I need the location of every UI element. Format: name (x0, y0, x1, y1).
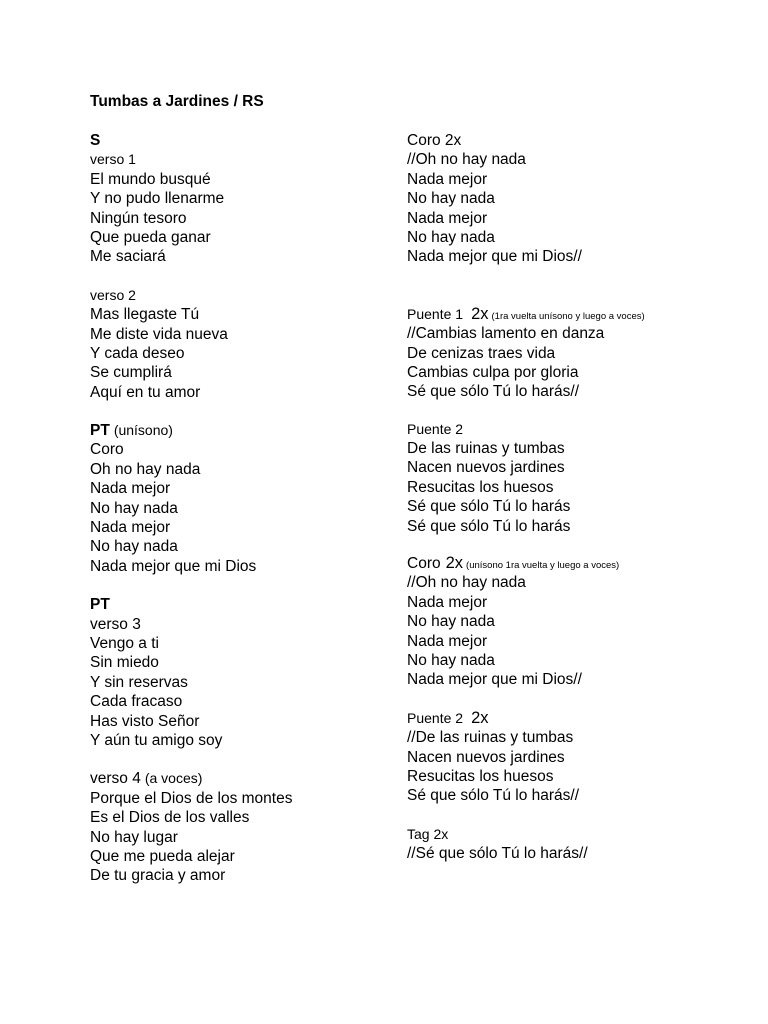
coro-label: Coro (407, 555, 441, 573)
lyric-line: Cambias culpa por gloria (407, 363, 579, 381)
lyric-line: Y aún tu amigo soy (90, 731, 223, 749)
lyric-line: No hay nada (90, 538, 178, 556)
left-column (90, 131, 420, 886)
section-header-coro: Coro 2x (407, 132, 462, 149)
verse-label: verso 1 (90, 151, 136, 168)
lyric-line: De cenizas traes vida (407, 344, 556, 362)
lyric-line: Resucitas los huesos (407, 478, 554, 496)
lyric-line: No hay nada (90, 499, 178, 517)
lyric-line: Es el Dios de los valles (90, 809, 250, 827)
lyric-line: Ningún tesoro (90, 209, 187, 227)
verse-label: verso 4 (90, 770, 141, 788)
repeat-count: 2x (445, 554, 464, 573)
section-header-pt: PT (90, 596, 110, 614)
lyric-line: //Oh no hay nada (407, 574, 526, 592)
lyric-line: Nada mejor (407, 632, 488, 650)
lyric-line: Coro (90, 441, 124, 459)
lyric-line: //De las ruinas y tumbas (407, 729, 574, 747)
lyric-line: No hay nada (407, 651, 495, 669)
section-coro-1 (407, 131, 737, 267)
lyric-line: Sé que sólo Tú lo harás (407, 498, 571, 516)
section-header-puente-2: Puente 2 (407, 420, 464, 437)
lyric-line: Que me pueda alejar (90, 847, 235, 865)
lyric-line: No hay nada (407, 228, 495, 246)
pt-label: PT (90, 422, 110, 440)
puente-label: Puente 2 (407, 709, 464, 726)
lyric-line: El mundo busqué (90, 170, 211, 188)
lyric-line: Que pueda ganar (90, 228, 211, 246)
section-tag (407, 825, 737, 864)
section-note: (a voces) (144, 770, 203, 787)
verse-label: verso 2 (90, 286, 136, 303)
song-title: Tumbas a Jardines / RS (90, 93, 264, 110)
section-header-puente-1 (407, 305, 737, 324)
section-note: (unísono) (113, 422, 173, 439)
puente-label: Puente 1 (407, 305, 464, 322)
lyric-line: No hay nada (407, 190, 495, 208)
lyric-line: //Sé que sólo Tú lo harás// (407, 845, 588, 863)
section-note: (unísono 1ra vuelta y luego a voces) (466, 560, 620, 572)
section-pt-2 (90, 595, 420, 750)
lyric-line: Nada mejor (407, 593, 488, 611)
lyric-line: Mas llegaste Tú (90, 306, 200, 324)
repeat-count: 2x (471, 304, 489, 323)
section-verso-2 (90, 286, 420, 402)
lyric-line: Nada mejor (90, 519, 171, 537)
lyric-line: Y sin reservas (90, 673, 188, 691)
lyric-line: Oh no hay nada (90, 460, 201, 478)
lyric-line: No hay lugar (90, 828, 178, 846)
lyric-line: Resucitas los huesos (407, 767, 554, 785)
lyric-line: Nacen nuevos jardines (407, 459, 565, 477)
lyric-line: //Cambias lamento en danza (407, 325, 605, 343)
section-header-puente-2b (407, 709, 737, 728)
lyric-line: Y cada deseo (90, 344, 185, 362)
lyric-line: Nada mejor que mi Dios// (407, 671, 582, 689)
lyric-line: Sin miedo (90, 654, 159, 672)
lyric-line: Me saciará (90, 248, 166, 266)
lyric-line: De tu gracia y amor (90, 867, 226, 885)
section-s (90, 131, 420, 267)
lyric-line: Cada fracaso (90, 693, 183, 711)
section-coro-2 (407, 554, 737, 690)
lyric-line: Se cumplirá (90, 364, 172, 382)
lyric-line: Vengo a ti (90, 634, 159, 652)
lyric-line: De las ruinas y tumbas (407, 440, 565, 458)
lyric-line: Me diste vida nueva (90, 325, 228, 343)
lyric-line: verso 3 (90, 615, 141, 633)
section-puente-2a (407, 420, 737, 536)
section-header-tag: Tag 2x (407, 825, 449, 842)
section-pt-1 (90, 421, 420, 576)
section-verso-4 (90, 769, 420, 885)
lyric-line: Nacen nuevos jardines (407, 748, 565, 766)
verse-label-with-note (90, 769, 420, 788)
section-header-s: S (90, 132, 101, 149)
lyric-line: Aquí en tu amor (90, 383, 201, 401)
repeat-count: 2x (471, 708, 489, 727)
right-column (407, 131, 737, 864)
lyric-line: //Oh no hay nada (407, 151, 526, 169)
section-note: (1ra vuelta unísono y luego a voces) (491, 310, 645, 322)
section-header-pt (90, 421, 420, 440)
lyric-line: Nada mejor (90, 480, 171, 498)
section-puente-1 (407, 305, 737, 402)
section-header-coro-2 (407, 554, 737, 573)
section-puente-2b (407, 709, 737, 806)
lyric-line: Nada mejor que mi Dios// (407, 248, 582, 266)
lyric-line: Porque el Dios de los montes (90, 789, 293, 807)
lyric-line: Sé que sólo Tú lo harás (407, 517, 571, 535)
lyric-line: Sé que sólo Tú lo harás// (407, 383, 580, 401)
lyric-line: Nada mejor que mi Dios (90, 557, 257, 575)
lyric-line: Nada mejor (407, 170, 488, 188)
lyric-line: Nada mejor (407, 209, 488, 227)
lyric-line: Sé que sólo Tú lo harás// (407, 787, 580, 805)
lyric-line: Y no pudo llenarme (90, 190, 225, 208)
lyric-line: Has visto Señor (90, 712, 200, 730)
lyric-line: No hay nada (407, 613, 495, 631)
